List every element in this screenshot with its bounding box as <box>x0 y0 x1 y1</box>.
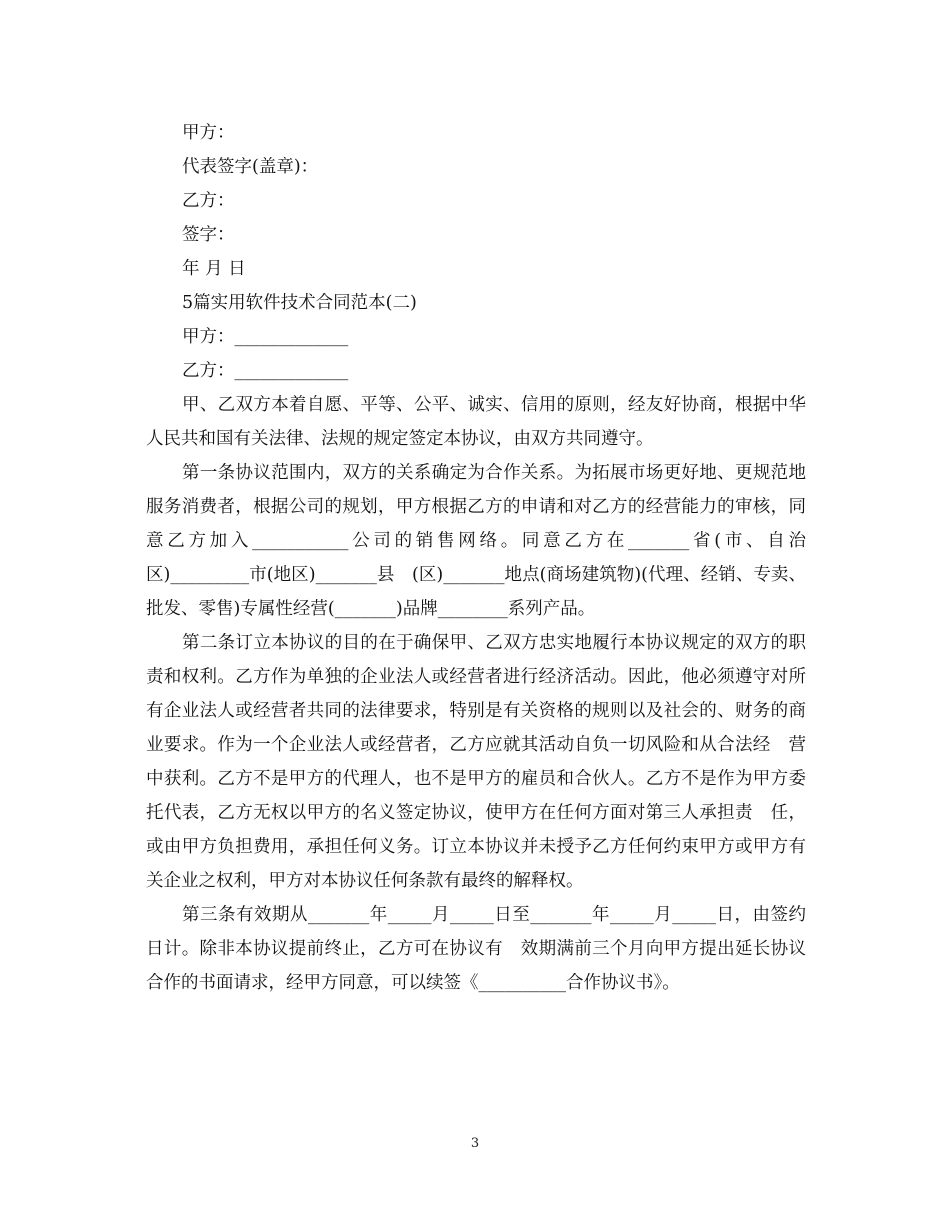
party-b-label: 乙方： <box>182 191 235 211</box>
party-b-blank: 乙方：_____________ <box>182 361 349 381</box>
article-one-paragraph: 第一条协议范围内，双方的关系确定为合作关系。为拓展市场更好地、更规范地服务消费者，根据公司的规划，甲方根据乙方的申请和对乙方的经营能力的审核，同 意乙方加入___________公司的销售网络。同意乙方在_______省(市、自治区)_________市(地区)_______县 (区)_______地点(商场建筑物)(代理、经销、专卖、批发、零售)专属性经营(_______)品牌________系列产品。 <box>146 463 824 619</box>
document-body <box>146 116 824 1000</box>
party-a-label: 甲方： <box>182 123 235 143</box>
page-number: 3 <box>470 1136 480 1151</box>
date-line: 年 月 日 <box>182 259 246 279</box>
article-three-paragraph: 第三条有效期从_______年_____月_____日至_______年_____月_____日，由签约日计。除非本协议提前终止，乙方可在协议有 效期满前三个月向甲方提出延长协议合作的书面请求，经甲方同意，可以续签《__________合作协议书》。 <box>146 905 806 993</box>
article-two-paragraph: 第二条订立本协议的目的在于确保甲、乙双方忠实地履行本协议规定的双方的职责和权利。乙方作为单独的企业法人或经营者进行经济活动。因此，他必须遵守对所 有企业法人或经营者共同的法律要求，特别是有关资格的规则以及社会的、财务的商业要求。作为一个企业法人或经营者，乙方应就其活动自负一切风险和从合法经 营中获利。乙方不是甲方的代理人，也不是甲方的雇员和合伙人。乙方不是作为甲方委托代表，乙方无权以甲方的名义签定协议，使甲方在任何方面对第三人承担责 任，或由甲方负担费用，承担任何义务。订立本协议并未授予乙方任何约束甲方或甲方有关企业之权利，甲方对本协议任何条款有最终的解释权。 <box>146 633 824 891</box>
representative-signature-label: 代表签字(盖章)： <box>182 157 319 177</box>
party-a-blank: 甲方：_____________ <box>182 327 349 347</box>
section-title: 5篇实用软件技术合同范本(二) <box>182 293 417 313</box>
signature-label: 签字： <box>182 225 235 245</box>
preamble-paragraph: 甲、乙双方本着自愿、平等、公平、诚实、信用的原则，经友好协商，根据中华人民共和国有关法律、法规的规定签定本协议，由双方共同遵守。 <box>146 395 806 449</box>
